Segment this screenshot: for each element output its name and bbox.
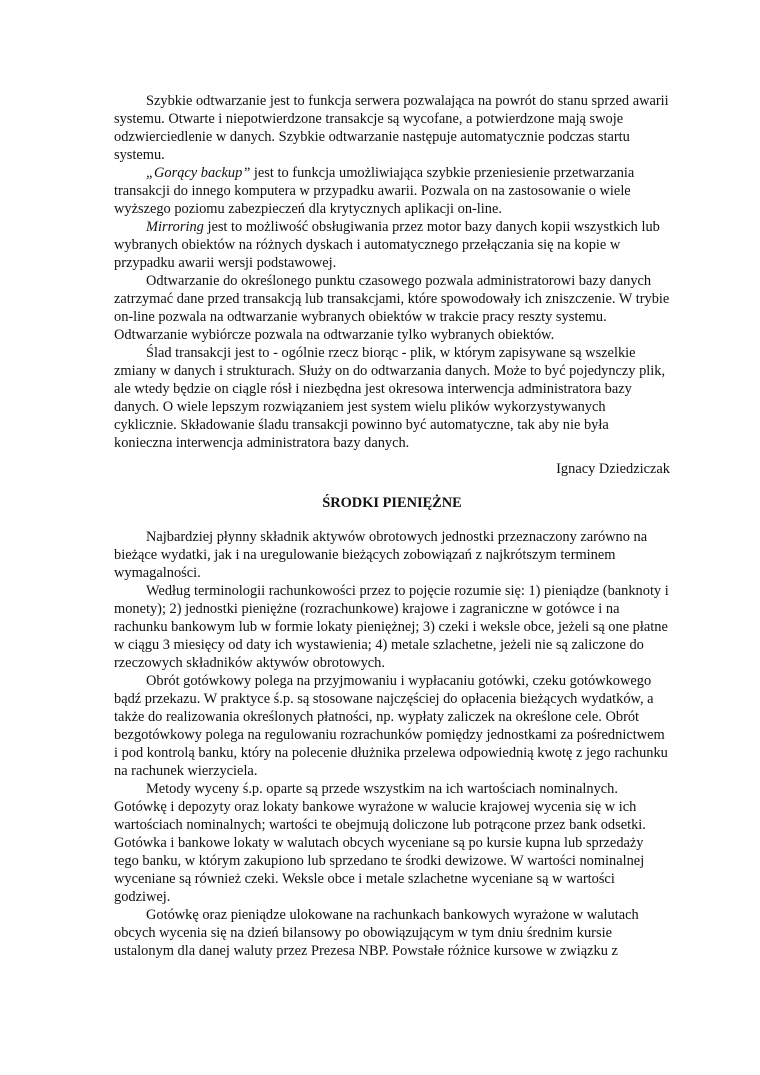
paragraph: Najbardziej płynny składnik aktywów obrotowych jednostki przeznaczony zarówno na bieżące wydatki, jak i na uregulowanie bieżących zobowiązań z najkrótszym terminem wymagalności. [114,529,648,581]
paragraph: Odtwarzanie do określonego punktu czasowego pozwala administratorowi bazy danych zatrzymać dane przed transakcją lub transakcjami, które spowodowały ich zniszczenie. W trybie on-line pozwala na odtwarzanie wybranych obiektów w trakcie pracy reszty systemu. Odtwarzanie wybiórcze pozwala na odtwarzanie tylko wybranych obiektów. [114,273,670,343]
paragraph: Obrót gotówkowy polega na przyjmowaniu i wypłacaniu gotówki, czeku gotówkowego bądź przekazu. W praktyce ś.p. są stosowane najczęściej do opłacenia bieżących wydatków, a także do realizowania określonych płatności, np. wypłaty zaliczek na określone cele. Obrót bezgotówkowy polega na regulowaniu rozrachunków pomiędzy jednostkami za pośrednictwem i pod kontrolą banku, który na polecenie dłużnika przelewa odpowiednią kwotę z jego rachunku na rachunek wierzyciela. [114,673,668,779]
paragraph: „Gorący backup” jest to funkcja umożliwiająca szybkie przeniesienie przetwarzania transakcji do innego komputera w przypadku awarii. Pozwala on na zastosowanie o wiele wyższego poziomu zabezpieczeń dla krytycznych aplikacji on-line. [114,165,635,217]
paragraph: Mirroring jest to możliwość obsługiwania przez motor bazy danych kopii wszystkich lub wybranych obiektów na różnych dyskach i automatycznego przełączania się na kopie w przypadku awarii wersji podstawowej. [114,219,660,271]
paragraph: Ślad transakcji jest to - ogólnie rzecz biorąc - plik, w którym zapisywane są wszelkie zmiany w danych i strukturach. Służy on do odtwarzania danych. Może to być pojedynczy plik, ale wtedy będzie on ciągle rósł i niezbędna jest okresowa interwencja administratora bazy danych. O wiele lepszym rozwiązaniem jest system wielu plików wykorzystywanych cyklicznie. Składowanie śladu transakcji powinno być automatyczne, tak aby nie była konieczna interwencja administratora bazy danych. [114,345,666,451]
document-page [114,92,670,960]
section-title: ŚRODKI PIENIĘŻNE [322,495,462,511]
article-2 [114,494,670,960]
paragraph: Metody wyceny ś.p. oparte są przede wszystkim na ich wartościach nominalnych. Gotówkę i depozyty oraz lokaty bankowe wyrażone w walucie krajowej wycenia się w ich wartościach nominalnych; wartości te obejmują doliczone lub potrącone przez bank odsetki. Gotówka i bankowe lokaty w walutach obcych wyceniane są po kursie kupna lub sprzedaży tego banku, w którym zakupiono lub sprzedano te środki dewizowe. W wartości nominalnej wyceniane są również czeki. Weksle obce i metale szlachetne wyceniane są w wartości godziwej. [114,781,646,905]
article-1 [114,92,670,478]
paragraph: Szybkie odtwarzanie jest to funkcja serwera pozwalająca na powrót do stanu sprzed awarii systemu. Otwarte i niepotwierdzone transakcje są wycofane, a potwierdzone mają swoje odzwierciedlenie w danych. Szybkie odtwarzanie następuje automatycznie podczas startu systemu. [114,93,669,163]
author-signature: Ignacy Dziedziczak [556,461,670,477]
paragraph: Według terminologii rachunkowości przez to pojęcie rozumie się: 1) pieniądze (banknoty i monety); 2) jednostki pieniężne (rozrachunkowe) krajowe i zagraniczne w gotówce i na rachunku bankowym lub w formie lokaty pieniężnej; 3) czeki i weksle obce, jeżeli są one płatne w ciągu 3 miesięcy od daty ich wystawienia; 4) metale szlachetne, jeżeli nie są zaliczone do rzeczowych składników aktywów obrotowych. [114,583,669,671]
paragraph: Gotówkę oraz pieniądze ulokowane na rachunkach bankowych wyrażone w walutach obcych wycenia się na dzień bilansowy po obowiązującym w tym dniu średnim kursie ustalonym dla danej waluty przez Prezesa NBP. Powstałe różnice kursowe w związku z [114,907,639,959]
emphasis: „Gorący backup” [146,165,251,181]
emphasis: Mirroring [146,219,204,235]
